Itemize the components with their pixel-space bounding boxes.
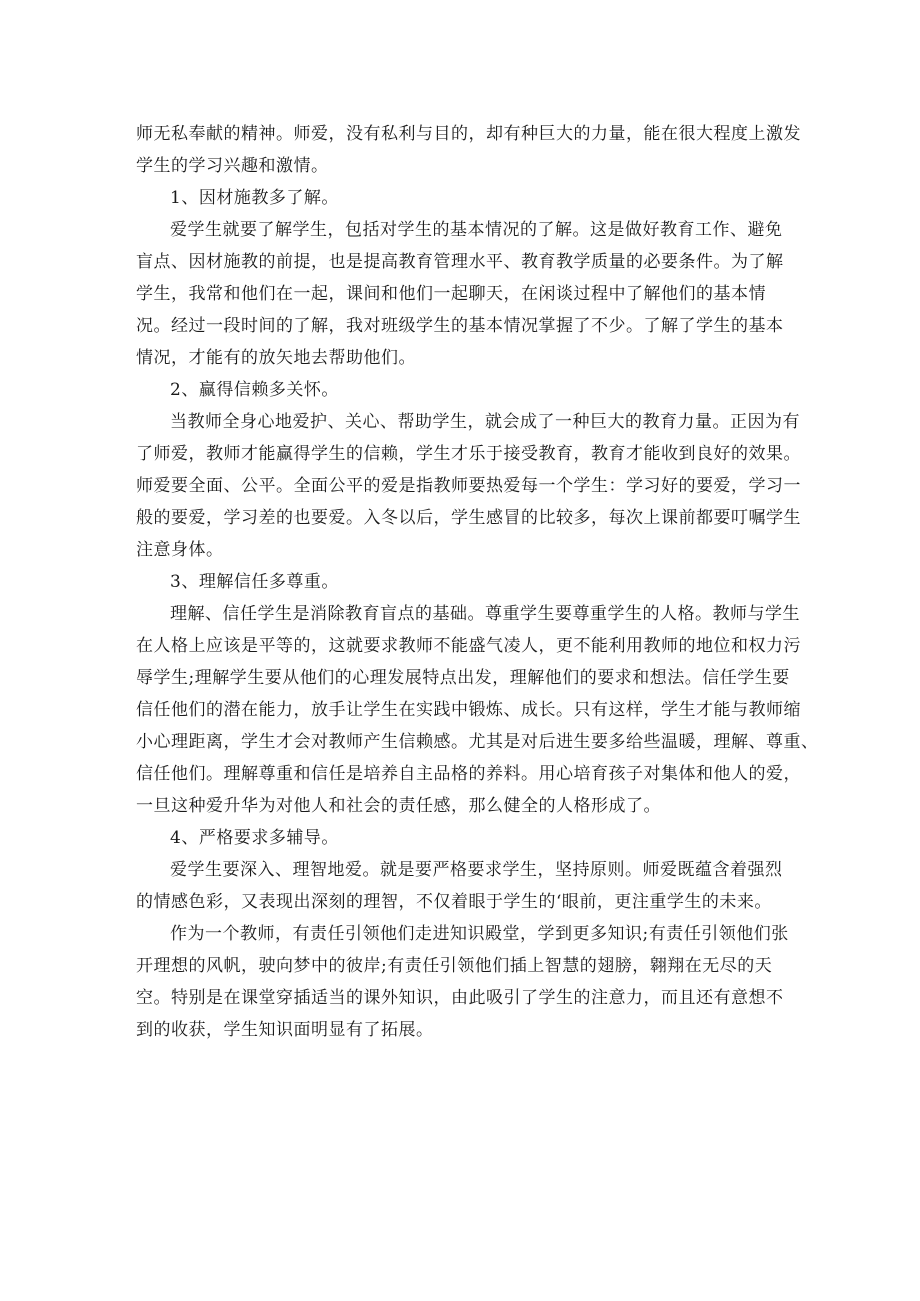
section-heading-2: 2、赢得信赖多关怀。 — [170, 380, 339, 400]
text-line: 小心理距离，学生才会对教师产生信赖感。尤其是对后进生要多给些温暖，理解、尊重、 — [136, 732, 819, 752]
text-line: 信任他们。理解尊重和信任是培养自主品格的养料。用心培育孩子对集体和他人的爱， — [136, 764, 801, 784]
text-line: 爱学生就要了解学生，包括对学生的基本情况的了解。这是做好教育工作、避免 — [170, 220, 783, 240]
text-line: 开理想的风帆，驶向梦中的彼岸;有责任引领他们插上智慧的翅膀，翱翔在无尽的天 — [136, 956, 773, 976]
text-line: 一旦这种爱升华为对他人和社会的责任感，那么健全的人格形成了。 — [136, 796, 661, 816]
text-line: 爱学生要深入、理智地爱。就是要严格要求学生，坚持原则。师爱既蕴含着强烈 — [170, 860, 783, 880]
text-line: 到的收获，学生知识面明显有了拓展。 — [136, 1020, 434, 1040]
text-line: 当教师全身心地爱护、关心、帮助学生，就会成了一种巨大的教育力量。正因为有 — [170, 412, 800, 432]
document-body — [136, 118, 819, 1046]
paragraph-body-4 — [136, 854, 796, 918]
paragraph-body-3 — [136, 598, 819, 822]
text-line: 辱学生;理解学生要从他们的心理发展特点出发，理解他们的要求和想法。信任学生要 — [136, 668, 790, 688]
text-line: 学生的学习兴趣和激情。 — [136, 156, 329, 176]
text-line: 的情感色彩，又表现出深刻的理智，不仅着眼于学生的‘眼前，更注重学生的未来。 — [136, 892, 772, 912]
text-line: 理解、信任学生是消除教育盲点的基础。尊重学生要尊重学生的人格。教师与学生 — [170, 604, 800, 624]
text-line: 情况，才能有的放矢地去帮助他们。 — [136, 348, 416, 368]
text-line: 学生，我常和他们在一起，课间和他们一起聊天，在闲谈过程中了解他们的基本情 — [136, 284, 766, 304]
text-line: 作为一个教师，有责任引领他们走进知识殿堂，学到更多知识;有责任引领他们张 — [170, 924, 789, 944]
text-line: 师无私奉献的精神。师爱，没有私利与目的，却有种巨大的力量，能在很大程度上激发 — [136, 124, 801, 144]
text-line: 般的要爱，学习差的也要爱。入冬以后，学生感冒的比较多，每次上课前都要叮嘱学生 — [136, 508, 801, 528]
paragraph-body-2 — [136, 406, 801, 566]
paragraph-body-1 — [136, 214, 796, 374]
paragraph-body-5 — [136, 918, 796, 1046]
text-line: 注意身体。 — [136, 540, 224, 560]
text-line: 盲点、因材施教的前提，也是提高教育管理水平、教育教学质量的必要条件。为了解 — [136, 252, 784, 272]
text-line: 况。经过一段时间的了解，我对班级学生的基本情况掌握了不少。了解了学生的基本 — [136, 316, 784, 336]
text-line: 空。特别是在课堂穿插适当的课外知识，由此吸引了学生的注意力，而且还有意想不 — [136, 988, 784, 1008]
text-line: 师爱要全面、公平。全面公平的爱是指教师要热爱每一个学生：学习好的要爱，学习一 — [136, 476, 801, 496]
section-heading-3: 3、理解信任多尊重。 — [170, 572, 339, 592]
section-heading-4: 4、严格要求多辅导。 — [170, 828, 339, 848]
text-line: 在人格上应该是平等的，这就要求教师不能盛气凌人，更不能利用教师的地位和权力污 — [136, 636, 801, 656]
text-line: 信任他们的潜在能力，放手让学生在实践中锻炼、成长。只有这样，学生才能与教师缩 — [136, 700, 801, 720]
section-heading-1: 1、因材施教多了解。 — [170, 188, 339, 208]
text-line: 了师爱，教师才能赢得学生的信赖，学生才乐于接受教育，教育才能收到良好的效果。 — [136, 444, 801, 464]
paragraph-intro-continuation — [136, 118, 801, 182]
